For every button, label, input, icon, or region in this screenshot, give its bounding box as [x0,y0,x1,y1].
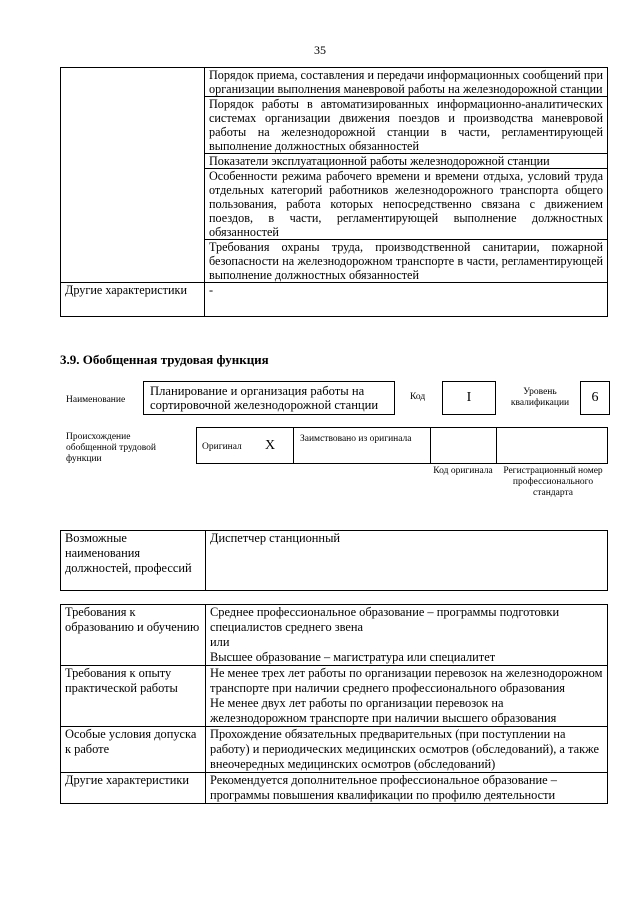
empty-label-cell [61,68,205,283]
requirement-line: или [210,635,230,649]
table-row [61,283,608,317]
original-mark: X [265,438,276,453]
requirement-label: Особые условия допуска к работе [61,727,206,773]
divider [430,428,431,463]
requirement-value [206,605,608,666]
positions-table [60,530,608,591]
name-box [143,381,395,415]
table-row [61,68,608,97]
table-cell: Особенности режима рабочего времени и времени отдыха, условий труда отдельных категорий работников железнодорожного транспорта общего пользования, работа которых непосредственно связана с движением поездов, в части, регламентирующей выполнение должностных обязанностей [205,169,608,240]
code-value: I [442,381,496,415]
requirements-table [60,604,608,804]
reg-number-label: Регистрационный номер профессионального стандарта [503,466,603,498]
requirement-line: Среднее профессиональное образование – программы подготовки специалистов среднего звена [210,605,560,634]
requirement-label: Требования к опыту практической работы [61,666,206,727]
requirement-line: Прохождение обязательных предварительных (при поступлении на работу) и периодических медицинских осмотров (обследований), а также внеочередных медицинских осмотров (обследований) [210,727,599,771]
origin-label: Происхождение обобщенной трудовой функции [66,432,156,464]
original-label: Оригинал [202,442,242,452]
divider [496,428,497,463]
other-value: - [205,283,608,317]
knowledge-table [60,67,608,317]
table-row [61,773,608,804]
requirement-line: Не менее двух лет работы по организации перевозок на железнодорожном транспорте при наличии высшего образования [210,696,557,725]
table-row [61,605,608,666]
table-cell: Показатели эксплуатационной работы железнодорожной станции [205,154,608,169]
table-row [61,666,608,727]
table-cell: Порядок приема, составления и передачи информационных сообщений при организации выполнения маневровой работы на железнодорожной станции [205,68,608,97]
other-label: Другие характеристики [61,283,205,317]
requirement-line: Рекомендуется дополнительное профессиональное образование – программы повышения квалификации по профилю деятельности [210,773,557,802]
table-row [61,727,608,773]
table-row [61,531,608,591]
level-label: Уровень квалификации [510,387,570,408]
code-label: Код [410,392,426,402]
requirement-line: Не менее трех лет работы по организации перевозок на железнодорожном транспорте при наличии среднего профессионального образования [210,666,603,695]
name-value: Планирование и организация работы на сортировочной железнодорожной станции [150,384,379,412]
requirement-line: Высшее образование – магистратура или специалитет [210,650,496,664]
code-orig-label: Код оригинала [433,466,493,476]
page-number: 35 [314,43,326,57]
requirement-value [206,727,608,773]
positions-value: Диспетчер станционный [206,531,608,591]
requirement-label: Другие характеристики [61,773,206,804]
positions-label: Возможные наименования должностей, профессий [61,531,206,591]
table-cell: Требования охраны труда, производственной санитарии, пожарной безопасности на железнодорожном транспорте в части, регламентирующей выполнение должностных обязанностей [205,240,608,283]
origin-box [196,427,608,464]
table-cell: Порядок работы в автоматизированных информационно-аналитических системах организации движения поездов и производства маневровой работы на железнодорожной станции в части, регламентирующей выполнение должностных обязанностей [205,97,608,154]
requirement-value [206,666,608,727]
requirement-value [206,773,608,804]
requirement-label: Требования к образованию и обучению [61,605,206,666]
name-label: Наименование [66,395,126,405]
borrowed-label: Заимствовано из оригинала [300,434,412,444]
divider [293,428,294,463]
level-value: 6 [580,381,610,415]
section-heading: 3.9. Обобщенная трудовая функция [60,352,269,367]
